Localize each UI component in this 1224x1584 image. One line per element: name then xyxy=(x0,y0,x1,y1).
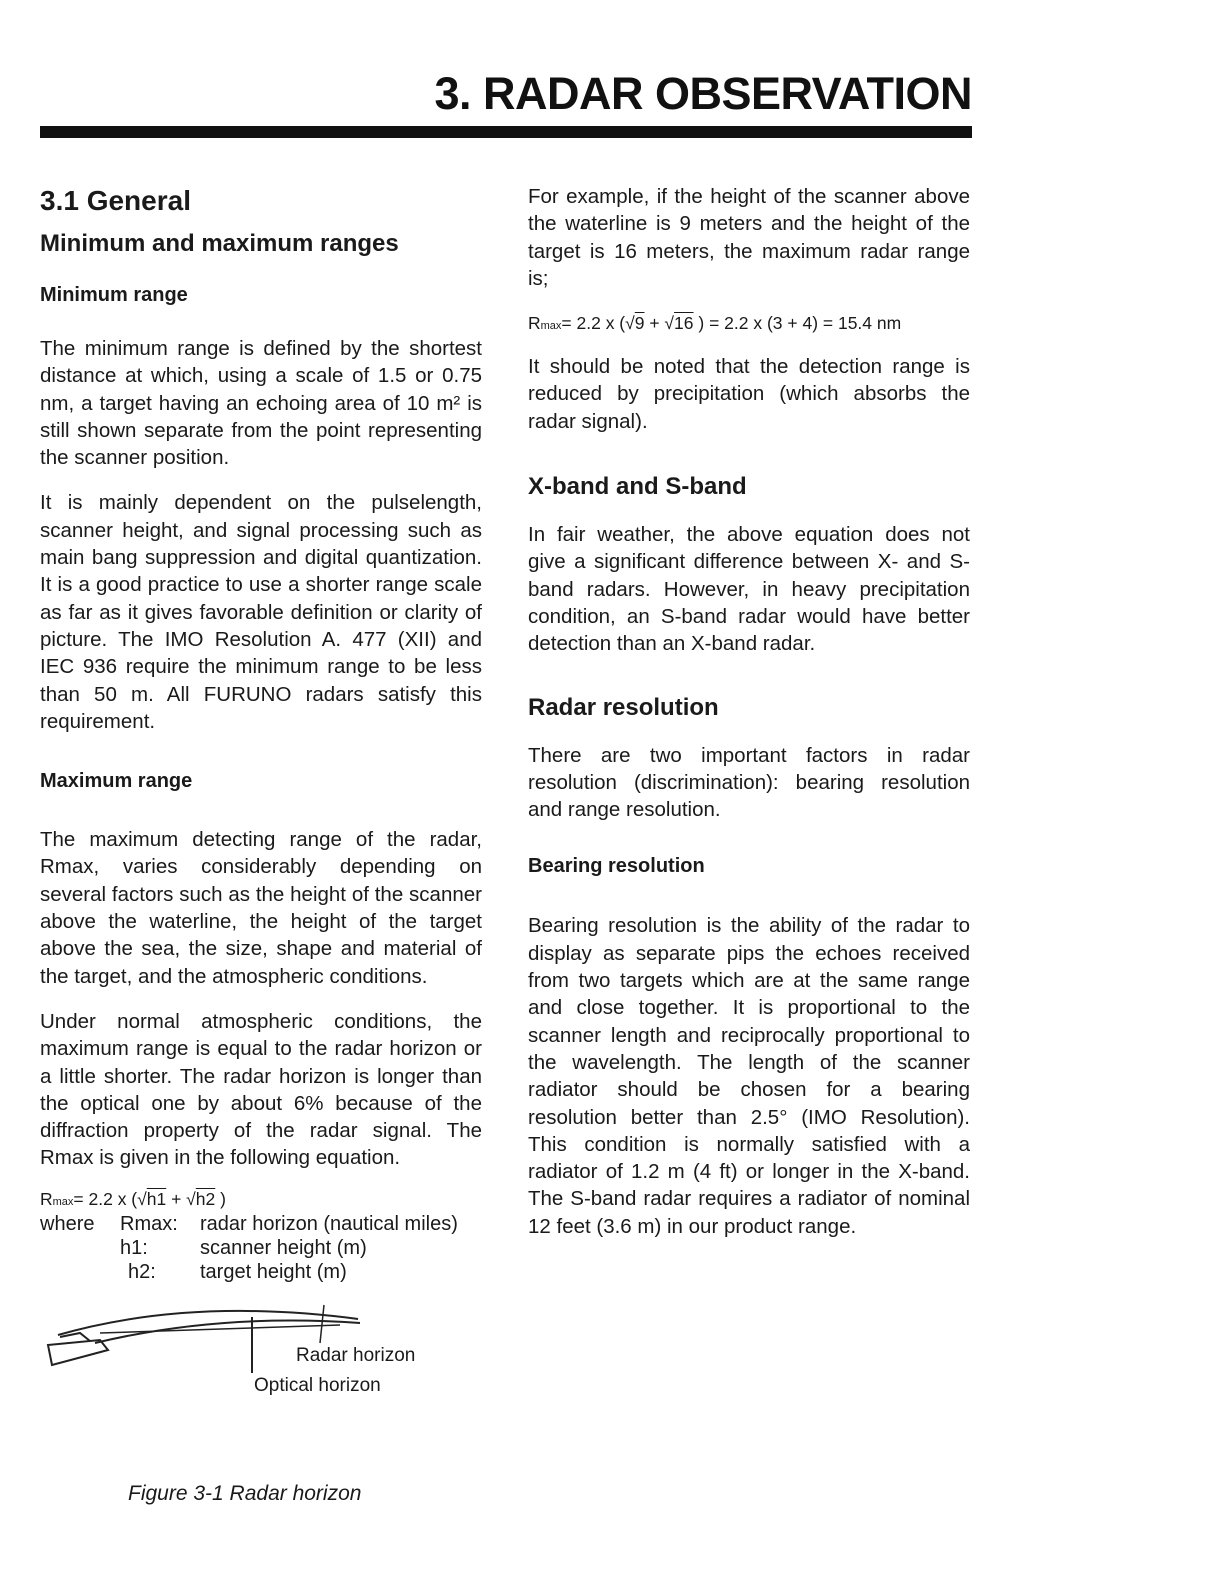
example-eq-r: R xyxy=(528,313,541,334)
left-column xyxy=(40,180,482,1455)
where-desc-h1: scanner height (m) xyxy=(200,1236,367,1259)
example-eq-subscript: max xyxy=(540,320,562,333)
precipitation-note: It should be noted that the detection range is reduced by precipitation (which absorbs the radar signal). xyxy=(528,355,970,433)
equation-mid: = 2.2 x (√ xyxy=(73,1188,147,1209)
equation-subscript: max xyxy=(52,1195,74,1208)
min-range-paragraph-1: The minimum range is defined by the shortest distance at which, using a scale of 1.5 or 0.75 nm, a target having an echoing area of 10 m² is still shown separate from the point representing the scanner position. xyxy=(40,337,482,470)
sea-line xyxy=(100,1325,340,1333)
rmax-equation xyxy=(40,1188,482,1213)
title-rule xyxy=(40,126,972,138)
figure-caption: Figure 3-1 Radar horizon xyxy=(128,1482,362,1505)
where-word: where xyxy=(40,1212,95,1235)
radar-horizon-diagram xyxy=(40,1295,482,1415)
bearing-resolution-heading: Bearing resolution xyxy=(528,855,705,878)
equation-r: R xyxy=(40,1188,53,1209)
section-title: 3.1 General xyxy=(40,185,191,216)
chapter-title: 3. RADAR OBSERVATION xyxy=(434,68,972,119)
where-table xyxy=(40,1213,482,1285)
max-range-heading: Maximum range xyxy=(40,770,193,793)
subsection-title: Minimum and maximum ranges xyxy=(40,230,399,257)
example-eq-v1: 9 xyxy=(634,313,645,334)
example-eq-tail: ) = 2.2 x (3 + 4) = 15.4 nm xyxy=(693,313,902,334)
max-range-paragraph-1: The maximum detecting range of the radar, Rmax, varies considerably depending on several factors such as the height of the scanner above the waterline, the height of the target above the sea, the size, shape and material of the target, and the atmospheric conditions. xyxy=(40,828,482,988)
example-equation xyxy=(528,312,970,337)
radar-horizon-figure xyxy=(40,1295,482,1455)
example-eq-plus: + √ xyxy=(644,313,675,334)
optical-horizon-label: Optical horizon xyxy=(254,1374,381,1396)
equation-close: ) xyxy=(215,1188,226,1209)
max-range-paragraph-2: Under normal atmospheric conditions, the maximum range is equal to the radar horizon or a little shorter. The radar horizon is longer than the optical one by about 6% because of the diffraction property of the radar signal. The Rmax is given in the following equation. xyxy=(40,1009,482,1170)
min-range-heading: Minimum range xyxy=(40,284,188,306)
ship-hull xyxy=(48,1340,108,1365)
example-eq-mid: = 2.2 x (√ xyxy=(561,313,635,334)
min-range-paragraph-2: It is mainly dependent on the pulselength, scanner height, and signal processing such as main bang suppression and digital quantization. It is a good practice to use a shorter range scale as far as it gives favorable definition or clarity of picture. The IMO Resolution A. 477 (XII) and IEC 936 require the minimum range to be less than 50 m. All FURUNO radars satisfy this requirement. xyxy=(40,491,482,733)
bearing-resolution-paragraph: Bearing resolution is the ability of the radar to display as separate pips the echoes received from two targets which are at the same range and close together. It is proportional to the scanner length and reciprocally proportional to the wavelength. The length of the scanner radiator should be chosen for a bearing resolution better than 2.5° (IMO Resolution). This condition is normally satisfied with a radiator of 1.2 m (4 ft) or longer in the X-band. The S-band radar requires a radiator of nominal 12 feet (3.6 m) in our product range. xyxy=(528,914,970,1238)
where-desc-h2: target height (m) xyxy=(200,1260,347,1283)
equation-plus: + √ xyxy=(166,1188,196,1209)
where-symbol-h2: h2: xyxy=(128,1260,156,1283)
example-eq-v2: 16 xyxy=(674,313,694,334)
where-desc-rmax: radar horizon (nautical miles) xyxy=(200,1212,458,1235)
radar-horizon-arc xyxy=(58,1311,358,1335)
example-paragraph: For example, if the height of the scanner above the waterline is 9 meters and the height of the target is 16 meters, the maximum radar range is; xyxy=(528,185,970,290)
equation-h2: h2 xyxy=(195,1188,216,1209)
xs-band-paragraph: In fair weather, the above equation does not give a significant difference between X- and S-band radars. However, in heavy precipitation condition, an S-band radar would have better detection than an X-band radar. xyxy=(528,523,970,656)
right-column xyxy=(528,180,970,1240)
where-symbol-rmax: Rmax: xyxy=(120,1212,178,1235)
radar-horizon-label: Radar horizon xyxy=(296,1344,416,1366)
radar-resolution-paragraph: There are two important factors in radar resolution (discrimination): bearing resolution and range resolution. xyxy=(528,743,970,822)
radar-resolution-heading: Radar resolution xyxy=(528,693,719,721)
xs-band-heading: X-band and S-band xyxy=(528,473,747,501)
where-symbol-h1: h1: xyxy=(120,1236,148,1259)
radar-horizon-marker xyxy=(320,1305,324,1343)
equation-h1: h1 xyxy=(146,1188,167,1209)
